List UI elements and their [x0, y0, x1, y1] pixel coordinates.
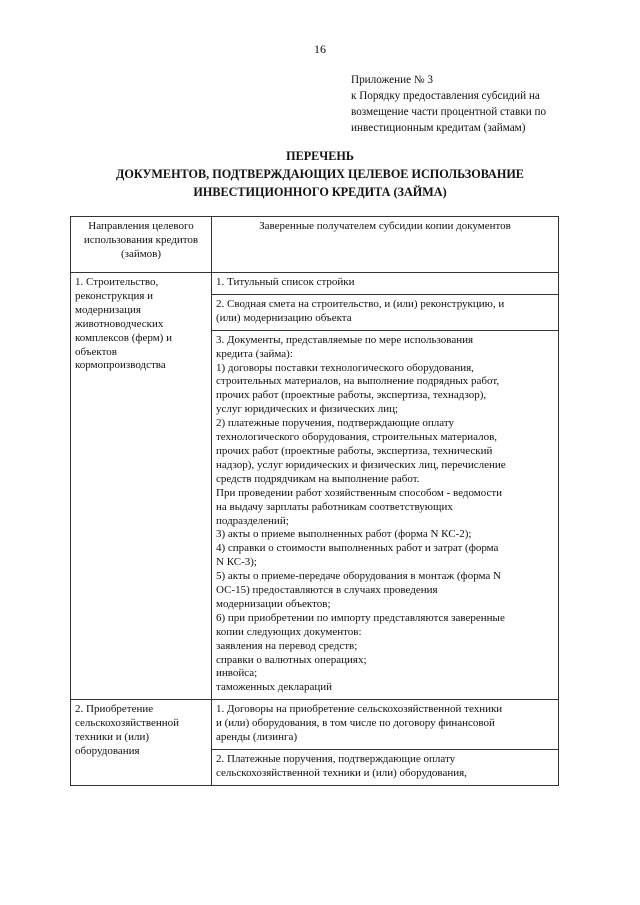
- document-title: [0, 147, 640, 201]
- table-row: [71, 700, 559, 750]
- document-cell: 2. Платежные поручения, подтверждающие оплату сельскохозяйственной техники и (или) оборудования,: [212, 750, 559, 786]
- title-line: ИНВЕСТИЦИОННОГО КРЕДИТА (ЗАЙМА): [193, 185, 447, 199]
- appendix-line: возмещение части процентной ставки по: [351, 106, 547, 118]
- appendix-line: к Порядку предоставления субсидий на: [351, 90, 540, 102]
- appendix-line: Приложение № 3: [351, 74, 433, 86]
- table-row: [71, 273, 559, 295]
- document-cell: 3. Документы, представляемые по мере использования кредита (займа): 1) договоры поставки технологического оборудования, строительных материалов, на выполнение подрядных работ, прочих работ (проектные работы, экспертиза, технадзор), услуг юридических и физических лиц; 2) платежные поручения, подтверждающие оплату технологического оборудования, строительных материалов, прочих работ (проектные работы, экспертиза, технический надзор), услуг юридических и физических лиц, перечисление средств подрядчикам на выполнение работ. При проведении работ хозяйственным способом - ведомости на выдачу зарплаты работникам соответствующих подразделений; 3) акты о приеме выполненных работ (форма N КС-2); 4) справки о стоимости выполненных работ и затрат (форма N КС-3); 5) акты о приеме-передаче оборудования в монтаж (форма N ОС-15) предоставляются в случаях проведения модернизации объектов; 6) при приобретении по импорту представляются заверенные копии следующих документов: заявления на перевод средств; справки о валютных операциях; инвойса; таможенных деклараций: [212, 330, 559, 700]
- title-line: ДОКУМЕНТОВ, ПОДТВЕРЖДАЮЩИХ ЦЕЛЕВОЕ ИСПОЛЬЗОВАНИЕ: [116, 167, 524, 181]
- header-direction: Направления целевого использования кредитов (займов): [71, 217, 212, 273]
- page-number: 16: [314, 42, 326, 56]
- documents-table: [70, 216, 559, 786]
- direction-cell: 1. Строительство, реконструкция и модернизация животноводческих комплексов (ферм) и объектов кормопроизводства: [71, 273, 212, 700]
- document-cell: 2. Сводная смета на строительство, и (или) реконструкцию, и (или) модернизацию объекта: [212, 294, 559, 330]
- appendix-reference: [351, 72, 631, 136]
- appendix-line: инвестиционным кредитам (займам): [351, 122, 526, 134]
- title-line: ПЕРЕЧЕНЬ: [286, 149, 354, 163]
- direction-cell: 2. Приобретение сельскохозяйственной техники и (или) оборудования: [71, 700, 212, 786]
- header-documents: Заверенные получателем субсидии копии документов: [212, 217, 559, 273]
- table-header-row: [71, 217, 559, 273]
- document-cell: 1. Титульный список стройки: [212, 273, 559, 295]
- document-cell: 1. Договоры на приобретение сельскохозяйственной техники и (или) оборудования, в том числе по договору финансовой аренды (лизинга): [212, 700, 559, 750]
